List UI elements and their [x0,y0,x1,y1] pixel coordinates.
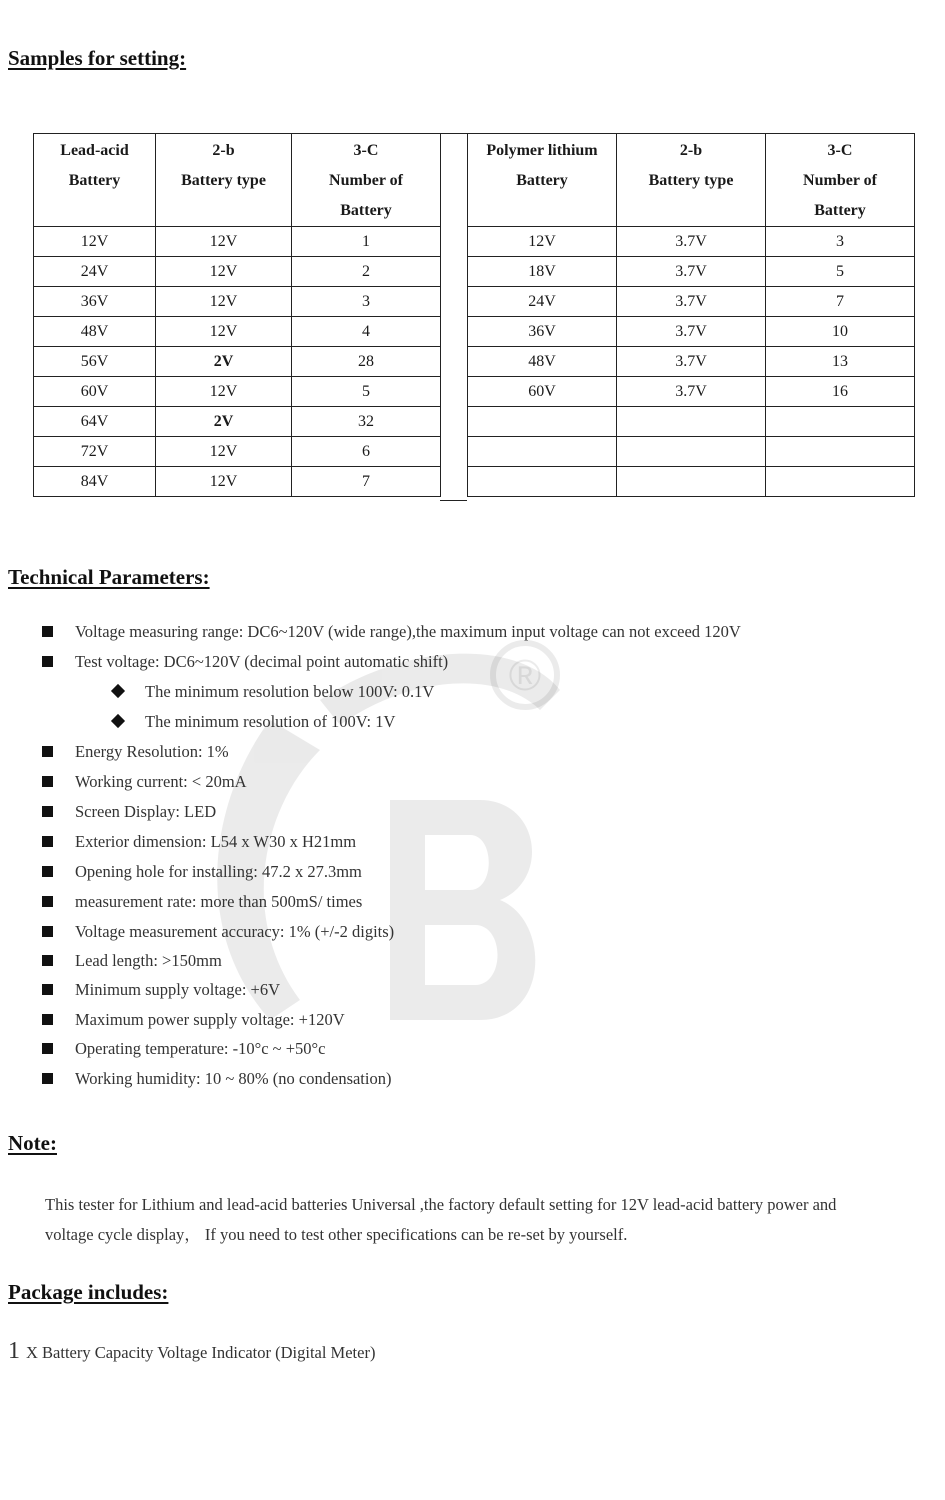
package-item-label: X Battery Capacity Voltage Indicator (Digital Meter) [26,1343,376,1362]
note-heading: Note: [8,1131,57,1155]
table-row: 60V 12V 5 [34,377,441,407]
table-row: 64V 2V 32 [34,407,441,437]
square-bullet-icon [42,626,53,637]
note-line: voltage cycle display， If you need to test other specifications can be re-set by yourself. [45,1225,628,1244]
table-row: 18V 3.7V 5 [468,257,915,287]
table-row: 84V 12V 7 [34,467,441,497]
table-row [468,407,915,437]
diamond-bullet-icon [111,684,125,698]
package-item [8,1338,375,1365]
table-row: 36V 12V 3 [34,287,441,317]
header-cell: 3-C Number of Battery [766,134,915,227]
square-bullet-icon [42,1073,53,1084]
square-bullet-icon [42,896,53,907]
square-bullet-icon [42,836,53,847]
square-bullet-icon [42,1043,53,1054]
table-row: 12V 3.7V 3 [468,227,915,257]
watermark-registered-mark: ® [508,651,542,700]
note-paragraph [45,1190,925,1250]
square-bullet-icon [42,926,53,937]
table-row: 24V 3.7V 7 [468,287,915,317]
samples-heading: Samples for setting: [8,46,187,70]
square-bullet-icon [42,955,53,966]
header-cell: 2-b Battery type [156,134,292,227]
header-cell: 2-b Battery type [617,134,766,227]
table-row: 56V 2V 28 [34,347,441,377]
package-quantity: 1 [8,1338,20,1364]
square-bullet-icon [42,806,53,817]
table-row: 48V 12V 4 [34,317,441,347]
table-row [468,437,915,467]
square-bullet-icon [42,656,53,667]
table-row [468,467,915,497]
square-bullet-icon [42,776,53,787]
diamond-bullet-icon [111,714,125,728]
table-row: 36V 3.7V 10 [468,317,915,347]
table-header-row [468,134,915,227]
square-bullet-icon [42,746,53,757]
header-cell: Polymer lithium Battery [468,134,617,227]
table-header-row [34,134,441,227]
table-row: 72V 12V 6 [34,437,441,467]
table-divider [440,133,467,501]
header-cell: 3-C Number of Battery [292,134,441,227]
header-cell: Lead-acid Battery [34,134,156,227]
technical-parameters-heading: Technical Parameters: [8,565,210,589]
square-bullet-icon [42,866,53,877]
square-bullet-icon [42,1014,53,1025]
product-spec-page: ® Samples for setting: Lead-acid Battery 2-b Battery type 3-C Number of Battery 12V 12V 1 24V 12V 2 36V 12V 3 48V 12V 4 56V 2V 28 60V 12V 5 64V 2V 32 72V 12V 6 84V 12V 7 Polymer lithium Battery 2-b Battery type 3-C Number of Battery 12V 3.7V 3 18V 3.7V 5 24V 3.7V 7 36V 3.7V 10 48V 3.7V 13 60V 3.7V 16 Technical Parameters: Voltage measuring range: DC6~120V (wide range),the maximum input voltage can not exceed 120V Test voltage: DC6~120V (decimal point automatic shift) The minimum resolution below 100V: 0.1V The minimum resolution of 100V: 1V Energy Resolution: 1% Working current: < 20mA Screen Display: LED Exterior dimension: L54 x W30 x H21mm Opening hole for installing: 47.2 x 27.3mm measurement rate: more than 500mS/ times Voltage measurement accuracy: 1% (+/-2 digits) Lead length: >150mm Minimum supply voltage: +6V Maximum power supply voltage: +120V Operating temperature: -10°c ~ +50°c Working humidity: 10 ~ 80% (no condensation) Note: This tester for Lithium and lead-acid batteries Universal ,the factory default setting for 12V lead-acid battery power and voltage cycle display， If you need to test other specifications can be re-set by yourself. Package includes: 1 X Battery Capacity Voltage Indicator (Digital Meter) [0,0,945,1500]
table-row: 60V 3.7V 16 [468,377,915,407]
polymer-lithium-table [467,133,915,497]
table-row: 48V 3.7V 13 [468,347,915,377]
square-bullet-icon [42,984,53,995]
note-line: This tester for Lithium and lead-acid batteries Universal ,the factory default setting for 12V lead-acid battery power and [45,1195,837,1214]
table-row: 12V 12V 1 [34,227,441,257]
package-heading: Package includes: [8,1280,169,1304]
lead-acid-table [33,133,441,497]
table-row: 24V 12V 2 [34,257,441,287]
